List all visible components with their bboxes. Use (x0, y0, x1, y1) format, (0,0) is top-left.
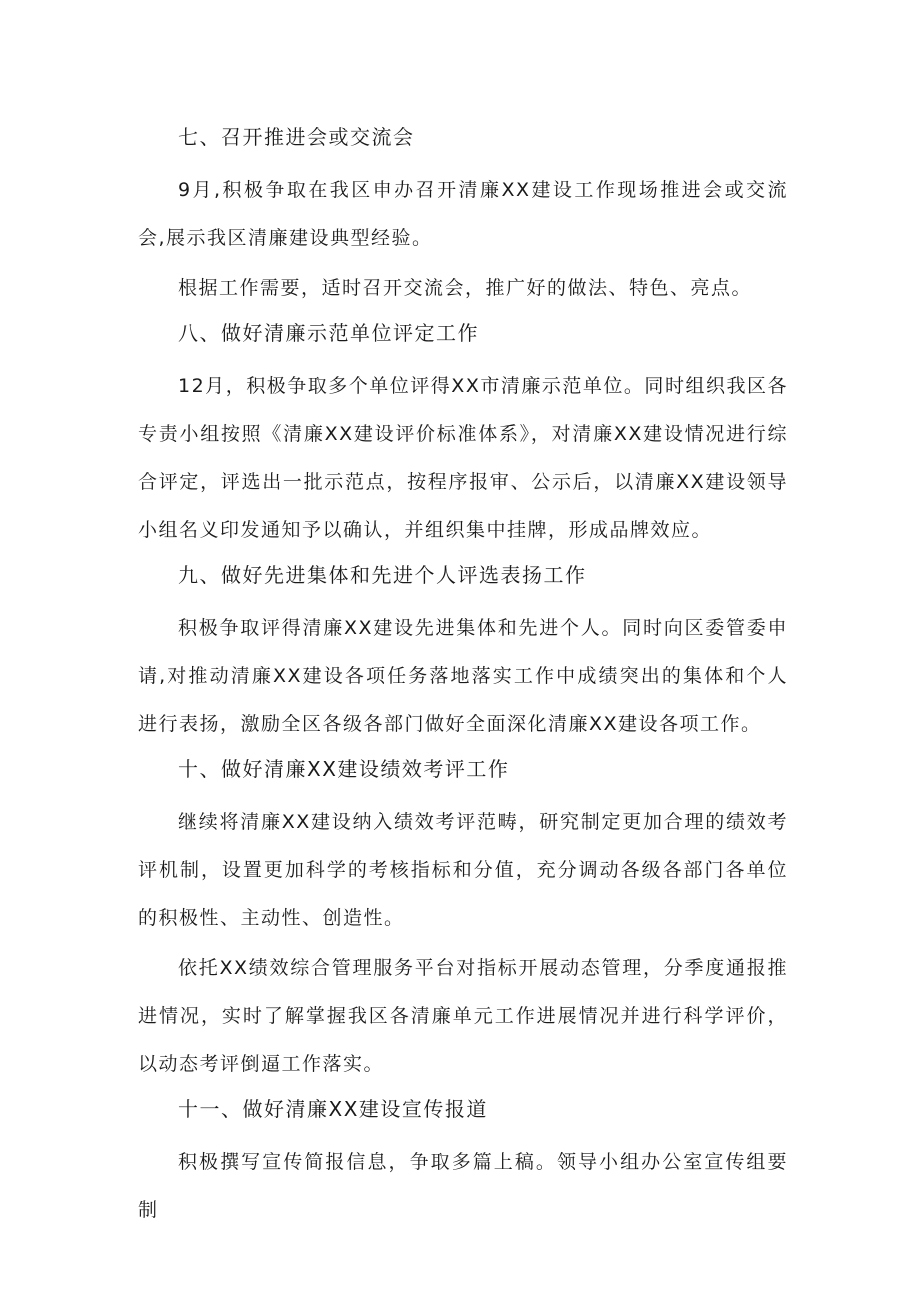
paragraph-9-1: 积极争取评得清廉XX建设先进集体和先进个人。同时向区委管委申请,对推动清廉XX建设各项任务落地落实工作中成绩突出的集体和个人进行表扬，激励全区各级各部门做好全面深化清廉XX建设各项工作。 (138, 617, 788, 735)
paragraph-7-2: 根据工作需要，适时召开交流会，推广好的做法、特色、亮点。 (178, 277, 753, 299)
paragraph-8-1: 12月，积极争取多个单位评得XX市清廉示范单位。同时组织我区各专责小组按照《清廉XX建设评价标准体系》，对清廉XX建设情况进行综合评定，评选出一批示范点，按程序报审、公示后，以清廉XX建设领导小组名义印发通知予以确认，并组织集中挂牌，形成品牌效应。 (138, 375, 788, 541)
section-heading-10: 十、做好清廉XX建设绩效考评工作 (178, 757, 510, 781)
paragraph-7-1: 9月,积极争取在我区申办召开清廉XX建设工作现场推进会或交流会,展示我区清廉建设典型经验。 (138, 179, 788, 249)
section-heading-9: 九、做好先进集体和先进个人评选表扬工作 (178, 563, 587, 587)
document-body (138, 118, 788, 1236)
section-heading-11: 十一、做好清廉XX建设宣传报道 (178, 1097, 488, 1121)
paragraph-10-2: 依托XX绩效综合管理服务平台对指标开展动态管理，分季度通报推进情况，实时了解掌握我区各清廉单元工作进展情况并进行科学评价，以动态考评倒逼工作落实。 (138, 957, 788, 1075)
paragraph-10-1: 继续将清廉XX建设纳入绩效考评范畴，研究制定更加合理的绩效考评机制，设置更加科学的考核指标和分值，充分调动各级各部门各单位的积极性、主动性、创造性。 (138, 811, 788, 929)
paragraph-11-1: 积极撰写宣传简报信息，争取多篇上稿。领导小组办公室宣传组要制 (138, 1151, 788, 1221)
section-heading-8: 八、做好清廉示范单位评定工作 (178, 321, 479, 345)
section-heading-7: 七、召开推进会或交流会 (178, 125, 415, 149)
